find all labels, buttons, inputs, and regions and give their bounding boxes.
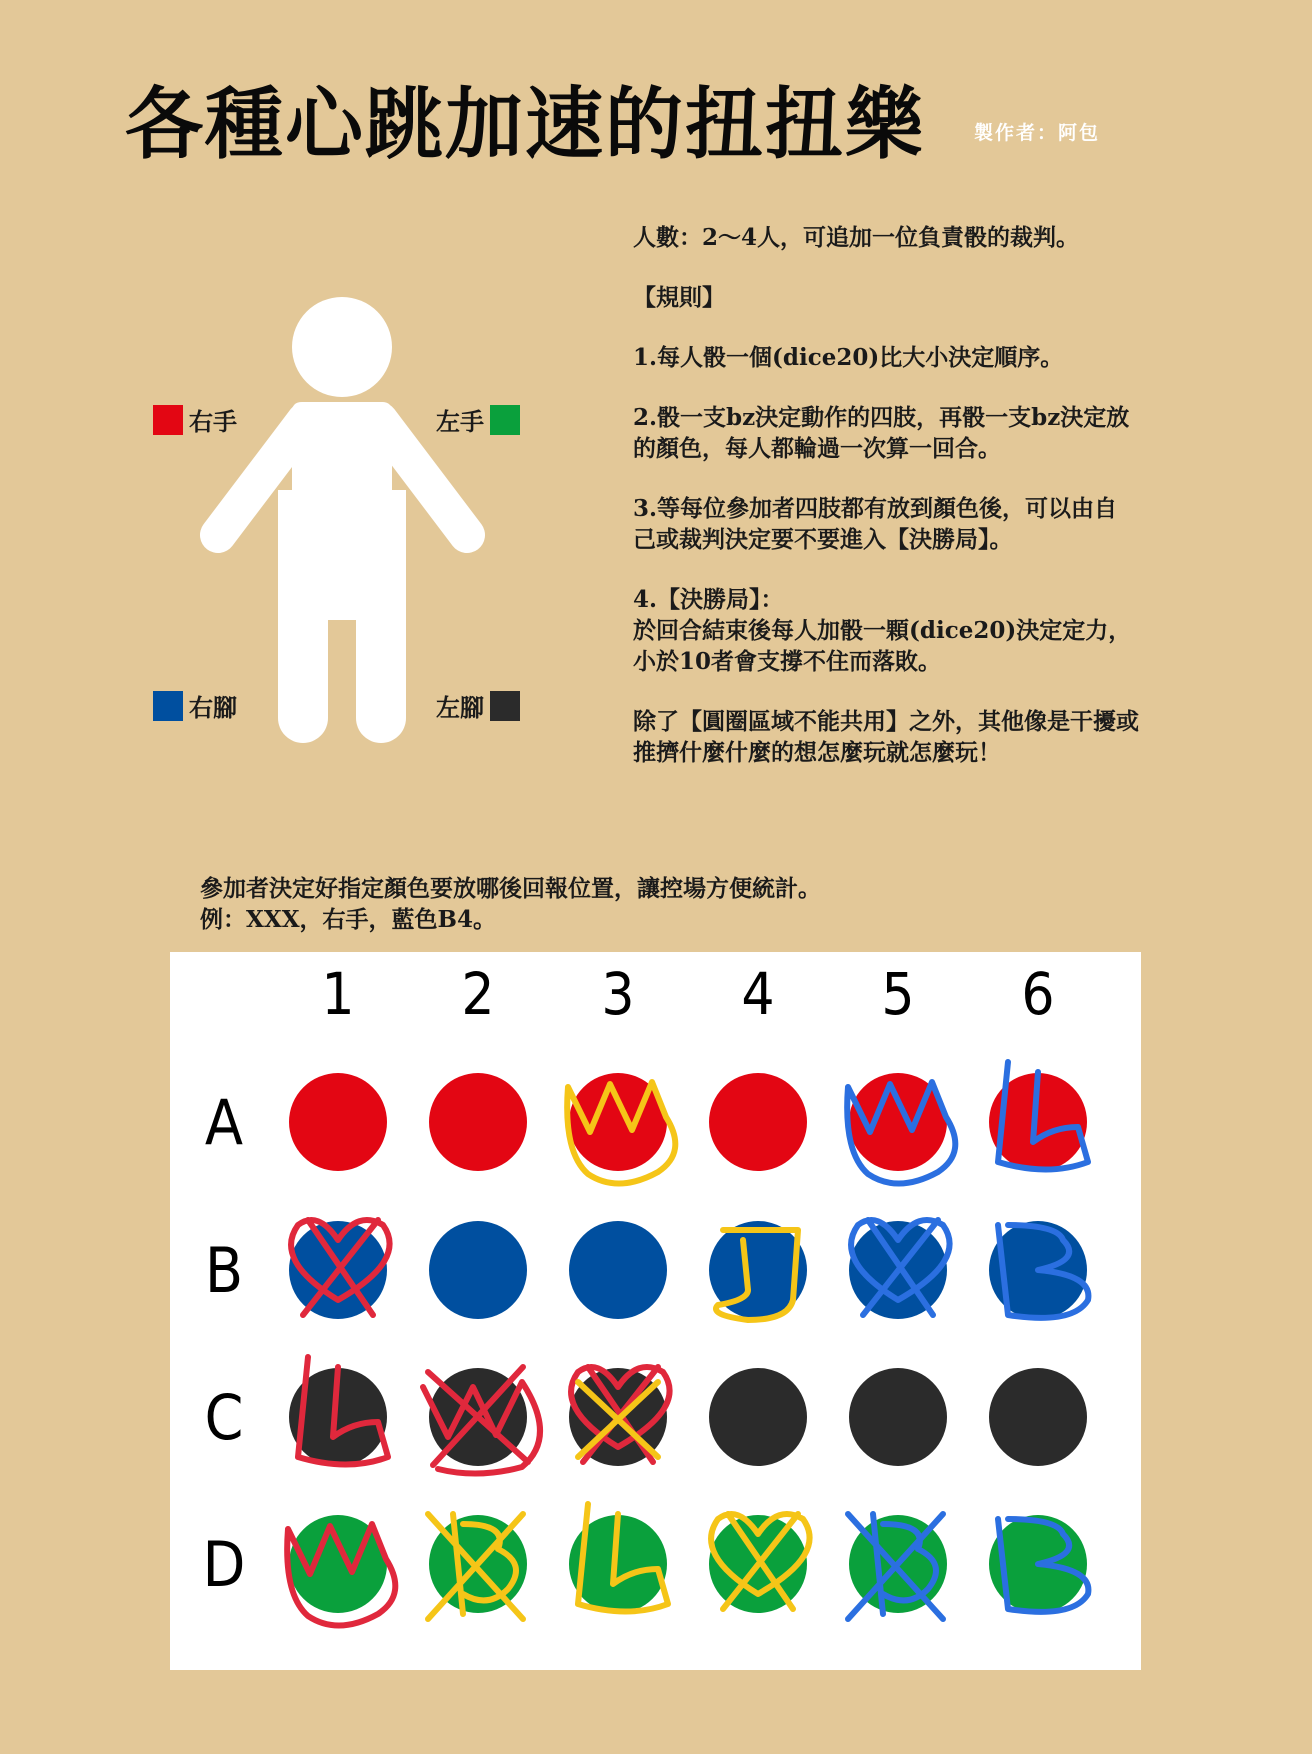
rule-paragraph [633,402,1193,464]
rule-paragraph [633,493,1193,555]
red-swatch [153,405,183,435]
rule-line: 的顏色，每人都輪過一次算一回合。 [633,435,1001,462]
report-instructions [200,873,821,935]
board-circle-A4 [709,1073,807,1171]
legend-right-foot-label: 右腳 [189,693,237,722]
rule-paragraph [633,342,1193,373]
column-label: 5 [881,960,915,1028]
rule-line: 小於10者會支撐不住而落敗。 [633,648,942,675]
column-label: 2 [461,960,495,1028]
column-label: 4 [741,960,775,1028]
note-line: 參加者決定好指定顏色要放哪後回報位置，讓控場方便統計。 [200,875,821,902]
author-credit: 製作者：阿包 [974,122,1101,144]
green-swatch [490,405,520,435]
rule-line: 於回合結束後每人加骰一顆(dice20)決定定力， [633,617,1132,644]
legend-right-foot [153,688,237,723]
black-swatch [490,691,520,721]
rules-text [633,222,1193,797]
board-circle-B3 [569,1221,667,1319]
board-circle-A2 [429,1073,527,1171]
legend-left-hand [436,402,520,437]
board-circle-B2 [429,1221,527,1319]
row-label: D [202,1528,246,1601]
row-label: C [204,1381,244,1454]
rule-paragraph [633,282,1193,313]
rule-paragraph [633,222,1193,253]
row-label: A [204,1086,244,1159]
twister-board [170,952,1141,1670]
legend-left-foot [436,688,520,723]
legend-right-hand-label: 右手 [189,407,237,436]
board-circle-C6 [989,1368,1087,1466]
rule-paragraph [633,706,1193,768]
column-label: 1 [321,960,355,1028]
rule-line: 推擠什麼什麼的想怎麼玩就怎麼玩！ [633,739,1001,766]
board-grid [170,952,1141,1670]
rule-line: 1.每人骰一個(dice20)比大小決定順序。 [633,344,1064,371]
legend-right-hand [153,402,237,437]
rule-line: 己或裁判決定要不要進入【決勝局】。 [633,526,1013,553]
column-label: 6 [1021,960,1055,1028]
rule-line: 除了【圓圈區域不能共用】之外，其他像是干擾或 [633,708,1139,735]
body-figure-legend [140,290,560,770]
board-circle-C4 [709,1368,807,1466]
page-title: 各種心跳加速的扭扭樂 [125,79,926,170]
rule-line: 2.骰一支bz決定動作的四肢，再骰一支bz決定放 [633,404,1130,431]
row-label: B [204,1234,244,1307]
column-label: 3 [601,960,635,1028]
board-circle-A1 [289,1073,387,1171]
rule-line: 4.【決勝局】： [633,586,784,613]
rule-line: 人數：2～4人，可追加一位負責骰的裁判。 [633,224,1080,251]
rule-line: 3.等每位參加者四肢都有放到顏色後，可以由自 [633,495,1118,522]
legend-left-hand-label: 左手 [436,407,484,436]
note-example-line: 例：XXX，右手，藍色B4。 [200,906,496,933]
rule-line: 【規則】 [633,284,725,311]
rule-paragraph [633,584,1193,677]
legend-left-foot-label: 左腳 [436,693,484,722]
blue-swatch [153,691,183,721]
board-circle-C5 [849,1368,947,1466]
